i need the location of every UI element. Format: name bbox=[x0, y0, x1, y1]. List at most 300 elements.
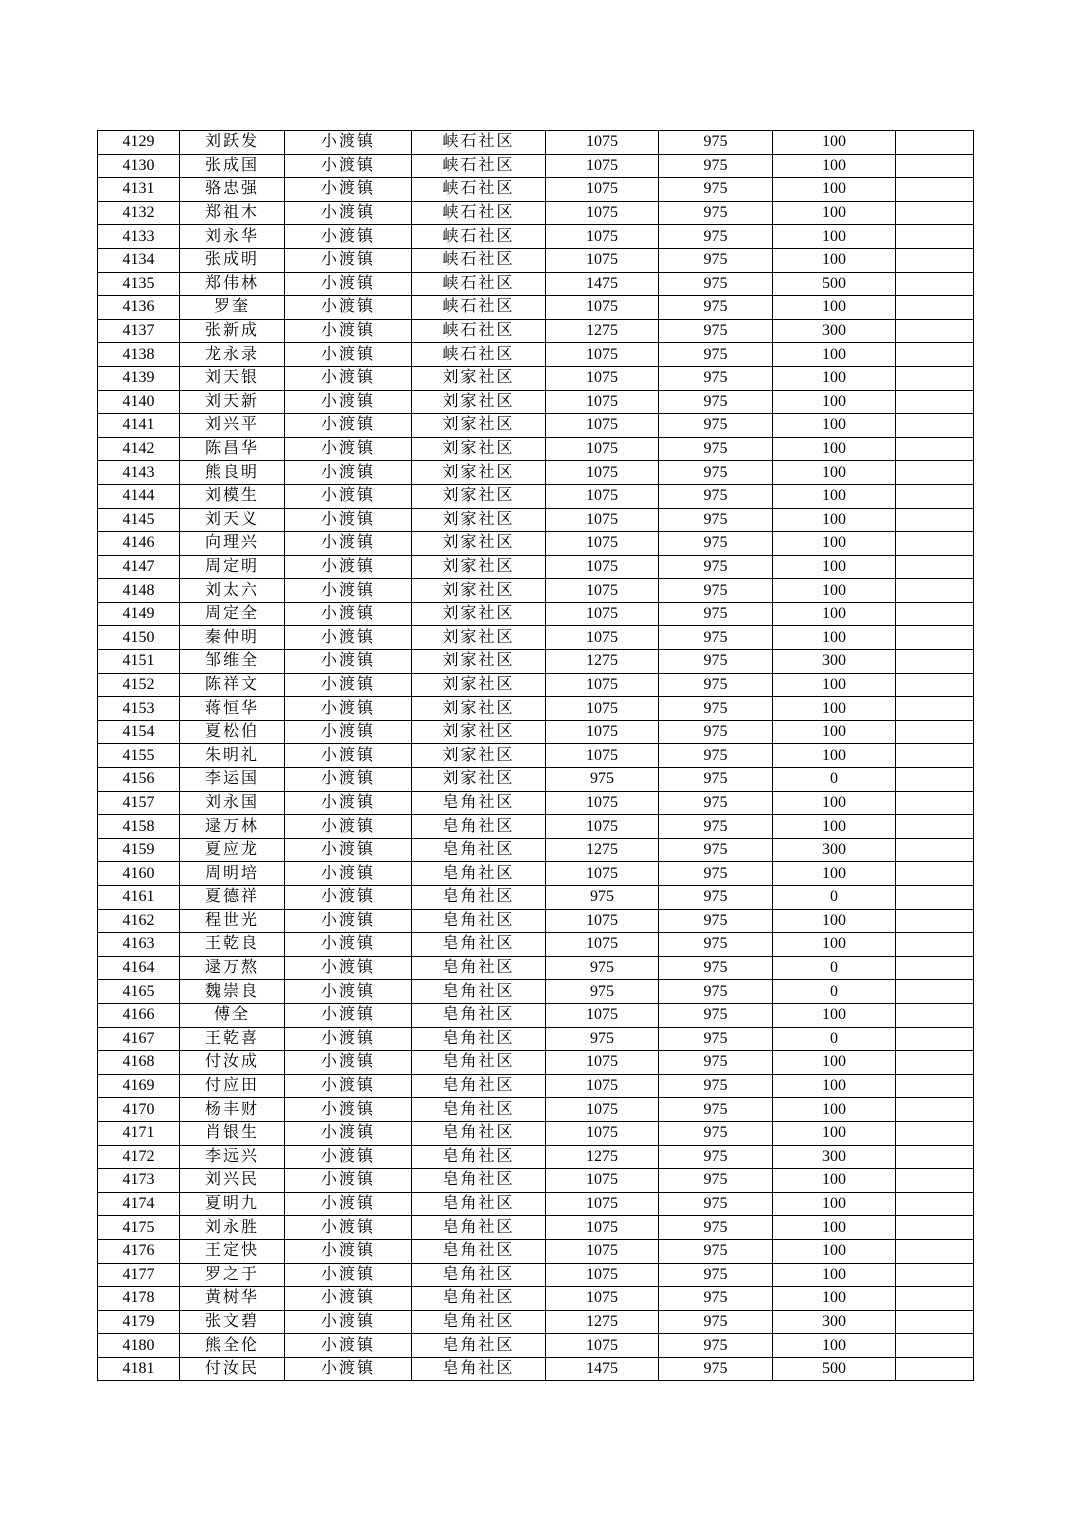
table-row bbox=[98, 838, 974, 862]
remark-cell bbox=[896, 343, 974, 367]
remark-cell bbox=[896, 697, 974, 721]
table-row bbox=[98, 178, 974, 202]
serial-number-cell: 4162 bbox=[98, 909, 180, 933]
community-cell: 刘家社区 bbox=[412, 366, 546, 390]
amount-b-cell: 975 bbox=[659, 296, 773, 320]
amount-b-cell: 975 bbox=[659, 673, 773, 697]
town-cell: 小渡镇 bbox=[285, 1098, 412, 1122]
table-row bbox=[98, 201, 974, 225]
table-row bbox=[98, 437, 974, 461]
serial-number-cell: 4153 bbox=[98, 697, 180, 721]
amount-a-cell: 1075 bbox=[546, 1121, 659, 1145]
difference-cell: 100 bbox=[773, 1239, 896, 1263]
serial-number-cell: 4167 bbox=[98, 1027, 180, 1051]
amount-b-cell: 975 bbox=[659, 272, 773, 296]
name-cell: 罗之于 bbox=[180, 1263, 285, 1287]
amount-b-cell: 975 bbox=[659, 1027, 773, 1051]
amount-a-cell: 1075 bbox=[546, 1169, 659, 1193]
town-cell: 小渡镇 bbox=[285, 1216, 412, 1240]
table-row bbox=[98, 131, 974, 155]
remark-cell bbox=[896, 1263, 974, 1287]
amount-a-cell: 1075 bbox=[546, 178, 659, 202]
remark-cell bbox=[896, 1216, 974, 1240]
difference-cell: 300 bbox=[773, 1310, 896, 1334]
amount-a-cell: 1075 bbox=[546, 1216, 659, 1240]
community-cell: 峡石社区 bbox=[412, 154, 546, 178]
serial-number-cell: 4150 bbox=[98, 626, 180, 650]
name-cell: 郑伟林 bbox=[180, 272, 285, 296]
amount-a-cell: 1075 bbox=[546, 1098, 659, 1122]
community-cell: 皂角社区 bbox=[412, 1192, 546, 1216]
remark-cell bbox=[896, 744, 974, 768]
data-table bbox=[97, 130, 974, 1381]
community-cell: 刘家社区 bbox=[412, 650, 546, 674]
table-row bbox=[98, 484, 974, 508]
serial-number-cell: 4134 bbox=[98, 248, 180, 272]
serial-number-cell: 4178 bbox=[98, 1287, 180, 1311]
amount-b-cell: 975 bbox=[659, 862, 773, 886]
serial-number-cell: 4145 bbox=[98, 508, 180, 532]
community-cell: 峡石社区 bbox=[412, 343, 546, 367]
serial-number-cell: 4158 bbox=[98, 815, 180, 839]
remark-cell bbox=[896, 602, 974, 626]
town-cell: 小渡镇 bbox=[285, 933, 412, 957]
serial-number-cell: 4133 bbox=[98, 225, 180, 249]
difference-cell: 100 bbox=[773, 1192, 896, 1216]
table-row bbox=[98, 225, 974, 249]
table-row bbox=[98, 555, 974, 579]
difference-cell: 100 bbox=[773, 1074, 896, 1098]
name-cell: 魏崇良 bbox=[180, 980, 285, 1004]
amount-b-cell: 975 bbox=[659, 886, 773, 910]
difference-cell: 100 bbox=[773, 508, 896, 532]
town-cell: 小渡镇 bbox=[285, 956, 412, 980]
amount-b-cell: 975 bbox=[659, 1098, 773, 1122]
community-cell: 皂角社区 bbox=[412, 1145, 546, 1169]
community-cell: 皂角社区 bbox=[412, 1169, 546, 1193]
town-cell: 小渡镇 bbox=[285, 508, 412, 532]
town-cell: 小渡镇 bbox=[285, 602, 412, 626]
difference-cell: 0 bbox=[773, 980, 896, 1004]
amount-b-cell: 975 bbox=[659, 178, 773, 202]
table-row bbox=[98, 154, 974, 178]
amount-b-cell: 975 bbox=[659, 650, 773, 674]
serial-number-cell: 4174 bbox=[98, 1192, 180, 1216]
table-row bbox=[98, 390, 974, 414]
difference-cell: 100 bbox=[773, 131, 896, 155]
difference-cell: 100 bbox=[773, 1169, 896, 1193]
table-row bbox=[98, 744, 974, 768]
name-cell: 夏明九 bbox=[180, 1192, 285, 1216]
town-cell: 小渡镇 bbox=[285, 461, 412, 485]
town-cell: 小渡镇 bbox=[285, 484, 412, 508]
community-cell: 峡石社区 bbox=[412, 201, 546, 225]
serial-number-cell: 4160 bbox=[98, 862, 180, 886]
table-row bbox=[98, 1027, 974, 1051]
amount-a-cell: 1075 bbox=[546, 437, 659, 461]
difference-cell: 100 bbox=[773, 933, 896, 957]
name-cell: 周明培 bbox=[180, 862, 285, 886]
difference-cell: 100 bbox=[773, 296, 896, 320]
town-cell: 小渡镇 bbox=[285, 366, 412, 390]
amount-b-cell: 975 bbox=[659, 461, 773, 485]
amount-b-cell: 975 bbox=[659, 1263, 773, 1287]
town-cell: 小渡镇 bbox=[285, 768, 412, 792]
name-cell: 王乾喜 bbox=[180, 1027, 285, 1051]
remark-cell bbox=[896, 933, 974, 957]
community-cell: 皂角社区 bbox=[412, 1334, 546, 1358]
serial-number-cell: 4172 bbox=[98, 1145, 180, 1169]
amount-b-cell: 975 bbox=[659, 1192, 773, 1216]
community-cell: 皂角社区 bbox=[412, 815, 546, 839]
remark-cell bbox=[896, 1003, 974, 1027]
name-cell: 付应田 bbox=[180, 1074, 285, 1098]
name-cell: 罗奎 bbox=[180, 296, 285, 320]
name-cell: 刘天银 bbox=[180, 366, 285, 390]
amount-a-cell: 1075 bbox=[546, 225, 659, 249]
amount-a-cell: 1075 bbox=[546, 296, 659, 320]
difference-cell: 100 bbox=[773, 201, 896, 225]
town-cell: 小渡镇 bbox=[285, 791, 412, 815]
table-row bbox=[98, 1334, 974, 1358]
name-cell: 王定快 bbox=[180, 1239, 285, 1263]
difference-cell: 100 bbox=[773, 626, 896, 650]
serial-number-cell: 4168 bbox=[98, 1051, 180, 1075]
community-cell: 峡石社区 bbox=[412, 296, 546, 320]
difference-cell: 100 bbox=[773, 720, 896, 744]
amount-b-cell: 975 bbox=[659, 980, 773, 1004]
amount-a-cell: 1075 bbox=[546, 720, 659, 744]
serial-number-cell: 4136 bbox=[98, 296, 180, 320]
table-row bbox=[98, 1145, 974, 1169]
town-cell: 小渡镇 bbox=[285, 1145, 412, 1169]
serial-number-cell: 4157 bbox=[98, 791, 180, 815]
table-row bbox=[98, 1287, 974, 1311]
amount-a-cell: 1275 bbox=[546, 1145, 659, 1169]
amount-a-cell: 1075 bbox=[546, 461, 659, 485]
community-cell: 刘家社区 bbox=[412, 602, 546, 626]
serial-number-cell: 4132 bbox=[98, 201, 180, 225]
name-cell: 蒋恒华 bbox=[180, 697, 285, 721]
amount-b-cell: 975 bbox=[659, 319, 773, 343]
name-cell: 秦仲明 bbox=[180, 626, 285, 650]
name-cell: 陈祥文 bbox=[180, 673, 285, 697]
difference-cell: 100 bbox=[773, 1287, 896, 1311]
table-row bbox=[98, 697, 974, 721]
serial-number-cell: 4154 bbox=[98, 720, 180, 744]
amount-a-cell: 1075 bbox=[546, 414, 659, 438]
serial-number-cell: 4140 bbox=[98, 390, 180, 414]
amount-a-cell: 1075 bbox=[546, 366, 659, 390]
remark-cell bbox=[896, 956, 974, 980]
name-cell: 骆忠强 bbox=[180, 178, 285, 202]
remark-cell bbox=[896, 532, 974, 556]
amount-b-cell: 975 bbox=[659, 532, 773, 556]
amount-a-cell: 1075 bbox=[546, 933, 659, 957]
serial-number-cell: 4163 bbox=[98, 933, 180, 957]
remark-cell bbox=[896, 720, 974, 744]
amount-a-cell: 1075 bbox=[546, 154, 659, 178]
amount-b-cell: 975 bbox=[659, 225, 773, 249]
table-row bbox=[98, 602, 974, 626]
table-row bbox=[98, 673, 974, 697]
remark-cell bbox=[896, 1051, 974, 1075]
amount-b-cell: 975 bbox=[659, 933, 773, 957]
remark-cell bbox=[896, 791, 974, 815]
table-row bbox=[98, 980, 974, 1004]
table-row bbox=[98, 626, 974, 650]
town-cell: 小渡镇 bbox=[285, 319, 412, 343]
amount-a-cell: 1075 bbox=[546, 508, 659, 532]
table-row bbox=[98, 414, 974, 438]
difference-cell: 100 bbox=[773, 461, 896, 485]
amount-a-cell: 1475 bbox=[546, 1357, 659, 1381]
amount-b-cell: 975 bbox=[659, 697, 773, 721]
difference-cell: 100 bbox=[773, 744, 896, 768]
name-cell: 刘永胜 bbox=[180, 1216, 285, 1240]
name-cell: 刘兴平 bbox=[180, 414, 285, 438]
remark-cell bbox=[896, 366, 974, 390]
name-cell: 逯万林 bbox=[180, 815, 285, 839]
serial-number-cell: 4139 bbox=[98, 366, 180, 390]
town-cell: 小渡镇 bbox=[285, 862, 412, 886]
remark-cell bbox=[896, 1027, 974, 1051]
remark-cell bbox=[896, 1145, 974, 1169]
difference-cell: 100 bbox=[773, 909, 896, 933]
town-cell: 小渡镇 bbox=[285, 1051, 412, 1075]
amount-a-cell: 1075 bbox=[546, 673, 659, 697]
serial-number-cell: 4176 bbox=[98, 1239, 180, 1263]
serial-number-cell: 4142 bbox=[98, 437, 180, 461]
table-row bbox=[98, 272, 974, 296]
amount-a-cell: 1075 bbox=[546, 1263, 659, 1287]
name-cell: 肖银生 bbox=[180, 1121, 285, 1145]
difference-cell: 100 bbox=[773, 697, 896, 721]
name-cell: 刘永华 bbox=[180, 225, 285, 249]
town-cell: 小渡镇 bbox=[285, 838, 412, 862]
remark-cell bbox=[896, 272, 974, 296]
difference-cell: 100 bbox=[773, 791, 896, 815]
difference-cell: 100 bbox=[773, 154, 896, 178]
community-cell: 刘家社区 bbox=[412, 484, 546, 508]
table-row bbox=[98, 1121, 974, 1145]
difference-cell: 300 bbox=[773, 319, 896, 343]
difference-cell: 100 bbox=[773, 343, 896, 367]
community-cell: 刘家社区 bbox=[412, 508, 546, 532]
serial-number-cell: 4148 bbox=[98, 579, 180, 603]
amount-b-cell: 975 bbox=[659, 1169, 773, 1193]
table-row bbox=[98, 366, 974, 390]
community-cell: 皂角社区 bbox=[412, 886, 546, 910]
serial-number-cell: 4152 bbox=[98, 673, 180, 697]
remark-cell bbox=[896, 1192, 974, 1216]
town-cell: 小渡镇 bbox=[285, 909, 412, 933]
town-cell: 小渡镇 bbox=[285, 1121, 412, 1145]
amount-a-cell: 1075 bbox=[546, 862, 659, 886]
table-row bbox=[98, 579, 974, 603]
amount-b-cell: 975 bbox=[659, 1074, 773, 1098]
amount-a-cell: 1075 bbox=[546, 201, 659, 225]
community-cell: 皂角社区 bbox=[412, 1310, 546, 1334]
remark-cell bbox=[896, 886, 974, 910]
amount-b-cell: 975 bbox=[659, 154, 773, 178]
difference-cell: 100 bbox=[773, 1263, 896, 1287]
community-cell: 峡石社区 bbox=[412, 272, 546, 296]
difference-cell: 100 bbox=[773, 484, 896, 508]
amount-b-cell: 975 bbox=[659, 626, 773, 650]
serial-number-cell: 4146 bbox=[98, 532, 180, 556]
remark-cell bbox=[896, 319, 974, 343]
remark-cell bbox=[896, 768, 974, 792]
difference-cell: 100 bbox=[773, 1098, 896, 1122]
table-row bbox=[98, 933, 974, 957]
remark-cell bbox=[896, 579, 974, 603]
amount-b-cell: 975 bbox=[659, 956, 773, 980]
difference-cell: 100 bbox=[773, 602, 896, 626]
table-row bbox=[98, 1051, 974, 1075]
amount-b-cell: 975 bbox=[659, 579, 773, 603]
remark-cell bbox=[896, 650, 974, 674]
table-row bbox=[98, 720, 974, 744]
community-cell: 皂角社区 bbox=[412, 1121, 546, 1145]
name-cell: 陈昌华 bbox=[180, 437, 285, 461]
town-cell: 小渡镇 bbox=[285, 626, 412, 650]
serial-number-cell: 4171 bbox=[98, 1121, 180, 1145]
name-cell: 邹维全 bbox=[180, 650, 285, 674]
difference-cell: 0 bbox=[773, 956, 896, 980]
remark-cell bbox=[896, 461, 974, 485]
town-cell: 小渡镇 bbox=[285, 201, 412, 225]
difference-cell: 500 bbox=[773, 1357, 896, 1381]
name-cell: 杨丰财 bbox=[180, 1098, 285, 1122]
amount-b-cell: 975 bbox=[659, 1003, 773, 1027]
amount-a-cell: 1275 bbox=[546, 319, 659, 343]
amount-a-cell: 1075 bbox=[546, 1074, 659, 1098]
amount-b-cell: 975 bbox=[659, 838, 773, 862]
community-cell: 皂角社区 bbox=[412, 1003, 546, 1027]
serial-number-cell: 4156 bbox=[98, 768, 180, 792]
town-cell: 小渡镇 bbox=[285, 296, 412, 320]
difference-cell: 100 bbox=[773, 225, 896, 249]
town-cell: 小渡镇 bbox=[285, 437, 412, 461]
community-cell: 峡石社区 bbox=[412, 131, 546, 155]
amount-a-cell: 1075 bbox=[546, 484, 659, 508]
serial-number-cell: 4170 bbox=[98, 1098, 180, 1122]
community-cell: 刘家社区 bbox=[412, 555, 546, 579]
difference-cell: 300 bbox=[773, 1145, 896, 1169]
serial-number-cell: 4144 bbox=[98, 484, 180, 508]
community-cell: 刘家社区 bbox=[412, 414, 546, 438]
community-cell: 刘家社区 bbox=[412, 461, 546, 485]
table-row bbox=[98, 768, 974, 792]
name-cell: 王乾良 bbox=[180, 933, 285, 957]
difference-cell: 300 bbox=[773, 838, 896, 862]
remark-cell bbox=[896, 1239, 974, 1263]
community-cell: 刘家社区 bbox=[412, 579, 546, 603]
name-cell: 周定全 bbox=[180, 602, 285, 626]
town-cell: 小渡镇 bbox=[285, 1192, 412, 1216]
amount-a-cell: 1075 bbox=[546, 744, 659, 768]
remark-cell bbox=[896, 1357, 974, 1381]
community-cell: 刘家社区 bbox=[412, 532, 546, 556]
remark-cell bbox=[896, 815, 974, 839]
serial-number-cell: 4161 bbox=[98, 886, 180, 910]
community-cell: 皂角社区 bbox=[412, 862, 546, 886]
serial-number-cell: 4131 bbox=[98, 178, 180, 202]
remark-cell bbox=[896, 1287, 974, 1311]
serial-number-cell: 4151 bbox=[98, 650, 180, 674]
community-cell: 皂角社区 bbox=[412, 1287, 546, 1311]
town-cell: 小渡镇 bbox=[285, 178, 412, 202]
name-cell: 刘太六 bbox=[180, 579, 285, 603]
name-cell: 夏松伯 bbox=[180, 720, 285, 744]
name-cell: 程世光 bbox=[180, 909, 285, 933]
amount-b-cell: 975 bbox=[659, 602, 773, 626]
serial-number-cell: 4166 bbox=[98, 1003, 180, 1027]
difference-cell: 300 bbox=[773, 650, 896, 674]
community-cell: 皂角社区 bbox=[412, 1027, 546, 1051]
remark-cell bbox=[896, 178, 974, 202]
name-cell: 熊良明 bbox=[180, 461, 285, 485]
name-cell: 朱明礼 bbox=[180, 744, 285, 768]
town-cell: 小渡镇 bbox=[285, 697, 412, 721]
table-row bbox=[98, 1239, 974, 1263]
table-row bbox=[98, 1263, 974, 1287]
amount-b-cell: 975 bbox=[659, 414, 773, 438]
town-cell: 小渡镇 bbox=[285, 131, 412, 155]
town-cell: 小渡镇 bbox=[285, 720, 412, 744]
amount-b-cell: 975 bbox=[659, 131, 773, 155]
serial-number-cell: 4149 bbox=[98, 602, 180, 626]
remark-cell bbox=[896, 225, 974, 249]
community-cell: 皂角社区 bbox=[412, 1098, 546, 1122]
name-cell: 张文碧 bbox=[180, 1310, 285, 1334]
amount-a-cell: 1075 bbox=[546, 555, 659, 579]
remark-cell bbox=[896, 909, 974, 933]
community-cell: 皂角社区 bbox=[412, 1051, 546, 1075]
town-cell: 小渡镇 bbox=[285, 1310, 412, 1334]
amount-a-cell: 1075 bbox=[546, 602, 659, 626]
difference-cell: 100 bbox=[773, 1216, 896, 1240]
amount-b-cell: 975 bbox=[659, 201, 773, 225]
amount-a-cell: 1075 bbox=[546, 390, 659, 414]
amount-b-cell: 975 bbox=[659, 1334, 773, 1358]
remark-cell bbox=[896, 862, 974, 886]
community-cell: 皂角社区 bbox=[412, 1357, 546, 1381]
town-cell: 小渡镇 bbox=[285, 272, 412, 296]
amount-a-cell: 975 bbox=[546, 980, 659, 1004]
table-row bbox=[98, 1192, 974, 1216]
amount-b-cell: 975 bbox=[659, 1357, 773, 1381]
amount-a-cell: 1275 bbox=[546, 838, 659, 862]
difference-cell: 100 bbox=[773, 555, 896, 579]
amount-a-cell: 1075 bbox=[546, 1239, 659, 1263]
amount-a-cell: 1075 bbox=[546, 1192, 659, 1216]
amount-a-cell: 1075 bbox=[546, 697, 659, 721]
table-row bbox=[98, 319, 974, 343]
town-cell: 小渡镇 bbox=[285, 650, 412, 674]
serial-number-cell: 4169 bbox=[98, 1074, 180, 1098]
remark-cell bbox=[896, 1121, 974, 1145]
amount-b-cell: 975 bbox=[659, 390, 773, 414]
remark-cell bbox=[896, 131, 974, 155]
community-cell: 皂角社区 bbox=[412, 980, 546, 1004]
town-cell: 小渡镇 bbox=[285, 1287, 412, 1311]
table-row bbox=[98, 791, 974, 815]
difference-cell: 100 bbox=[773, 1051, 896, 1075]
amount-b-cell: 975 bbox=[659, 1121, 773, 1145]
town-cell: 小渡镇 bbox=[285, 414, 412, 438]
